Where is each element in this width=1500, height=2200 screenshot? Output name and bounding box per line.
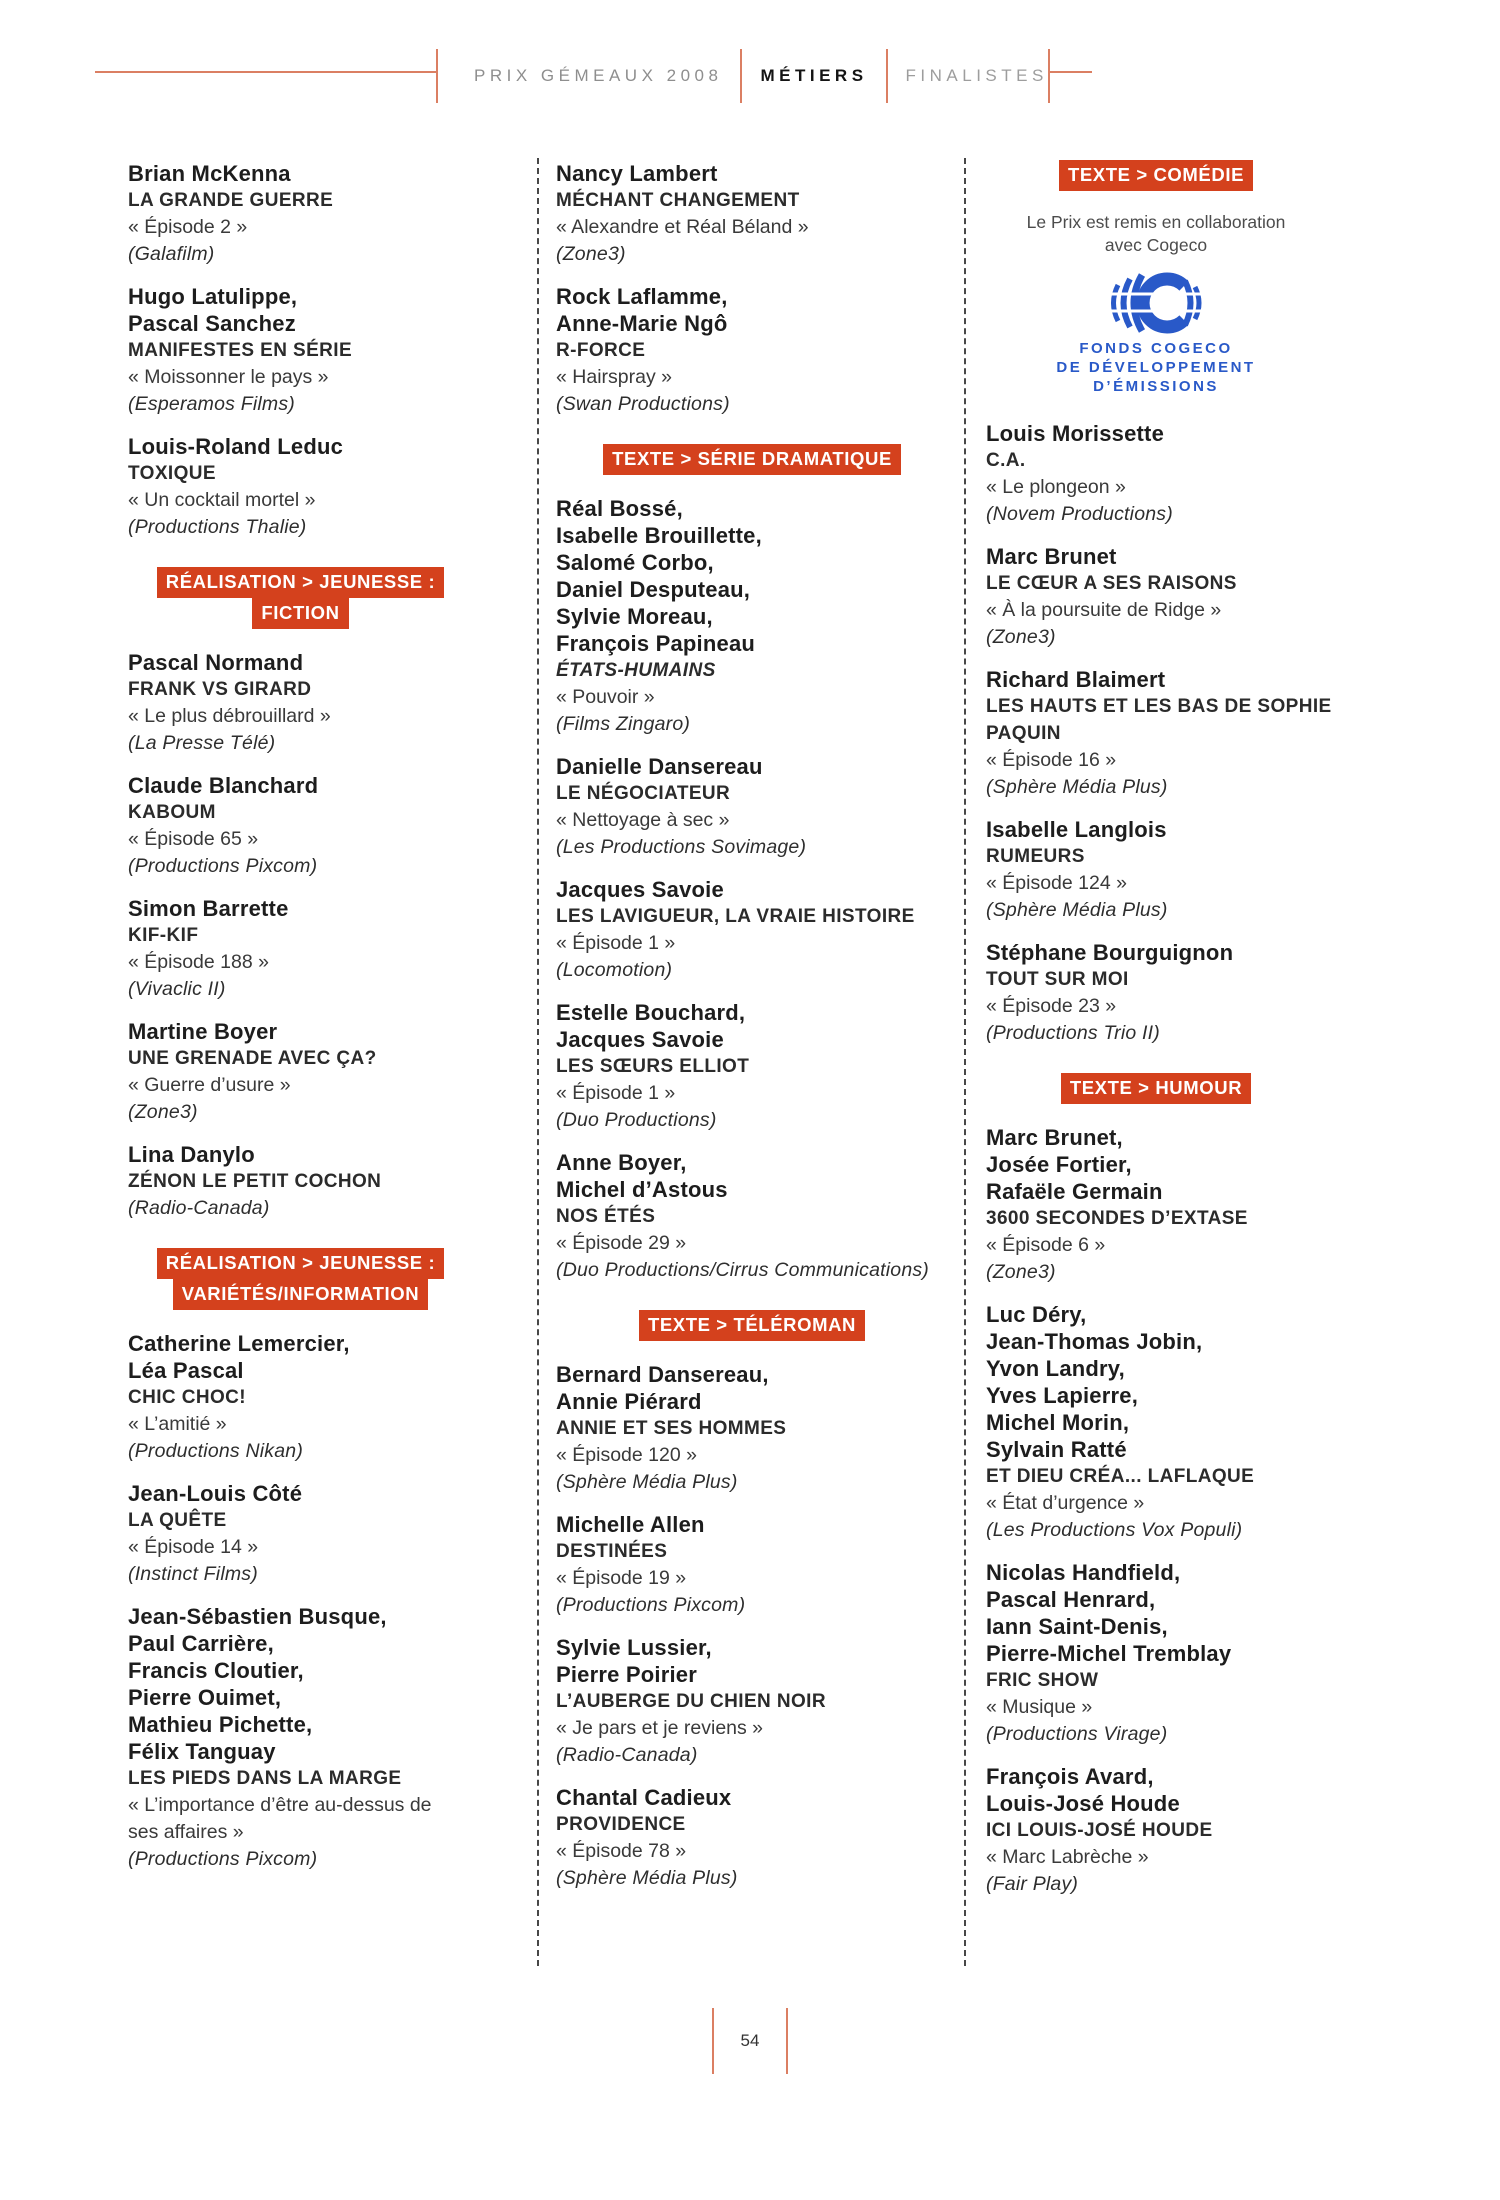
nominee-name: Léa Pascal (128, 1358, 244, 1383)
episode-label: « Le plus débrouillard » (128, 705, 331, 727)
column-1 (128, 160, 460, 1888)
nominee-name: Nancy Lambert (556, 161, 718, 186)
footer-tick (712, 2008, 714, 2074)
nominee-name: François Papineau (556, 631, 756, 656)
nominee-name: Pierre-Michel Tremblay (986, 1641, 1232, 1666)
program-title: RUMEURS (986, 846, 1085, 867)
producer-label: (Productions Trio II) (986, 1022, 1160, 1044)
page-header (456, 49, 1066, 103)
episode-label: « Le plongeon » (986, 476, 1126, 498)
badge-row (986, 1073, 1326, 1104)
nominee-name: Brian McKenna (128, 161, 291, 186)
program-title: LES LAVIGUEUR, LA VRAIE HISTOIRE (556, 906, 915, 927)
category-badge-label: RÉALISATION > JEUNESSE : (157, 567, 445, 598)
nominee-name: François Avard, (986, 1764, 1154, 1789)
episode-label: « Épisode 78 » (556, 1840, 687, 1862)
program-title: DESTINÉES (556, 1541, 668, 1562)
program-title: LES PIEDS DANS LA MARGE (128, 1768, 402, 1789)
episode-label: « Guerre d’usure » (128, 1074, 291, 1096)
producer-label: (Sphère Média Plus) (556, 1471, 738, 1493)
producer-label: (Productions Pixcom) (128, 1848, 318, 1870)
nominee-name: Luc Déry, (986, 1302, 1087, 1327)
producer-label: (Zone3) (128, 1101, 198, 1123)
episode-label: « Épisode 23 » (986, 995, 1117, 1017)
nominee-name: Estelle Bouchard, (556, 1000, 746, 1025)
nominee-name: Marc Brunet (986, 544, 1117, 569)
program-title: FRANK VS GIRARD (128, 679, 312, 700)
program-title: 3600 SECONDES D’EXTASE (986, 1208, 1248, 1229)
cogeco-logo-text: DE DÉVELOPPEMENT (1056, 359, 1256, 376)
episode-label: « Épisode 188 » (128, 951, 269, 973)
episode-label: « L’amitié » (128, 1413, 227, 1435)
producer-label: (Sphère Média Plus) (986, 899, 1168, 921)
producer-label: (Productions Thalie) (128, 516, 307, 538)
episode-label: « Épisode 6 » (986, 1234, 1106, 1256)
producer-label: (Les Productions Sovimage) (556, 836, 807, 858)
program-title: MÉCHANT CHANGEMENT (556, 190, 800, 211)
nominee-name: Louis-José Houde (986, 1791, 1180, 1816)
nominee-name: Chantal Cadieux (556, 1785, 732, 1810)
episode-label: « État d’urgence » (986, 1492, 1145, 1514)
nominee-name: Annie Piérard (556, 1389, 702, 1414)
header-status: FINALISTES (905, 66, 1048, 85)
nominee-name: Francis Cloutier, (128, 1658, 304, 1683)
producer-label: (Productions Nikan) (128, 1440, 304, 1462)
nominee-name: Isabelle Langlois (986, 817, 1167, 842)
nominee-name: Isabelle Brouillette, (556, 523, 762, 548)
episode-label: « Épisode 1 » (556, 1082, 676, 1104)
program-title: L’AUBERGE DU CHIEN NOIR (556, 1691, 826, 1712)
episode-label: « Un cocktail mortel » (128, 489, 316, 511)
program-title: UNE GRENADE AVEC ÇA? (128, 1048, 377, 1069)
column-3 (986, 160, 1348, 1913)
badge-row (556, 1310, 948, 1341)
program-title: LE NÉGOCIATEUR (556, 783, 731, 804)
category-badge (986, 1073, 1326, 1104)
producer-label: (Sphère Média Plus) (986, 776, 1168, 798)
producer-label: (Productions Pixcom) (556, 1594, 746, 1616)
nominee-name: Sylvain Ratté (986, 1437, 1127, 1462)
producer-label: (Duo Productions) (556, 1109, 717, 1131)
episode-label: « Épisode 124 » (986, 872, 1127, 894)
nominee-name: Louis-Roland Leduc (128, 434, 344, 459)
episode-label: « Je pars et je reviens » (556, 1717, 764, 1739)
nominee-entry (986, 420, 1348, 528)
program-title: NOS ÉTÉS (556, 1206, 656, 1227)
nominee-name: Claude Blanchard (128, 773, 319, 798)
category-badge (556, 444, 948, 475)
category-badge-label: RÉALISATION > JEUNESSE : (157, 1248, 445, 1279)
badge-row (128, 567, 473, 598)
episode-label: « Épisode 14 » (128, 1536, 259, 1558)
nominee-entry (986, 816, 1348, 924)
program-title: KIF-KIF (128, 925, 199, 946)
category-badge (128, 1248, 473, 1310)
nominee-name: Michel Morin, (986, 1410, 1130, 1435)
episode-label: « Épisode 1 » (556, 932, 676, 954)
program-title: LA GRANDE GUERRE (128, 190, 334, 211)
nominee-name: Jacques Savoie (556, 1027, 724, 1052)
episode-label: « L’importance d’être au-dessus de ses affaires » (128, 1794, 432, 1843)
nominee-name: Pascal Henrard, (986, 1587, 1156, 1612)
cogeco-logo (986, 271, 1326, 396)
nominee-name: Pascal Sanchez (128, 311, 296, 336)
nominee-name: Jacques Savoie (556, 877, 724, 902)
column-2 (556, 160, 948, 1907)
category-badge-label: TEXTE > HUMOUR (1061, 1073, 1251, 1104)
column-divider-right (964, 158, 966, 1966)
nominee-name: Yvon Landry, (986, 1356, 1125, 1381)
program-title: KABOUM (128, 802, 216, 823)
nominee-entry (556, 1634, 948, 1769)
nominee-name: Sylvie Moreau, (556, 604, 713, 629)
producer-label: (Zone3) (556, 243, 626, 265)
program-title: CHIC CHOC! (128, 1387, 246, 1408)
header-rule (95, 71, 436, 73)
producer-label: (Instinct Films) (128, 1563, 258, 1585)
nominee-entry (986, 543, 1348, 651)
producer-label: (Esperamos Films) (128, 393, 295, 415)
header-corner-tick (1048, 49, 1050, 103)
header-corner-rule (1050, 71, 1092, 73)
badge-row (128, 598, 473, 629)
nominee-entry (556, 1361, 948, 1496)
nominee-name: Nicolas Handfield, (986, 1560, 1181, 1585)
nominee-name: Hugo Latulippe, (128, 284, 298, 309)
producer-label: (La Presse Télé) (128, 732, 276, 754)
program-title: LES HAUTS ET LES BAS DE SOPHIE PAQUIN (986, 696, 1332, 744)
nominee-name: Pierre Ouimet, (128, 1685, 282, 1710)
episode-label: « Épisode 29 » (556, 1232, 687, 1254)
nominee-entry (986, 1763, 1348, 1898)
producer-label: (Radio-Canada) (556, 1744, 698, 1766)
nominee-entry (128, 1480, 460, 1588)
episode-label: « Épisode 120 » (556, 1444, 697, 1466)
category-badge (556, 1310, 948, 1341)
nominee-entry (556, 876, 948, 984)
page-footer (712, 2008, 788, 2074)
episode-label: « Moissonner le pays » (128, 366, 329, 388)
nominee-name: Sylvie Lussier, (556, 1635, 712, 1660)
producer-label: (Zone3) (986, 1261, 1056, 1283)
program-title: LE CŒUR A SES RAISONS (986, 573, 1237, 594)
producer-label: (Vivaclic II) (128, 978, 226, 1000)
nominee-name: Jean-Sébastien Busque, (128, 1604, 387, 1629)
nominee-entry (556, 753, 948, 861)
nominee-name: Jean-Louis Côté (128, 1481, 303, 1506)
program-title: PROVIDENCE (556, 1814, 686, 1835)
producer-label: (Films Zingaro) (556, 713, 691, 735)
nominee-name: Louis Morissette (986, 421, 1165, 446)
nominee-entry (556, 1784, 948, 1892)
producer-label: (Swan Productions) (556, 393, 730, 415)
nominee-entry (556, 283, 948, 418)
episode-label: « Épisode 19 » (556, 1567, 687, 1589)
nominee-entry (986, 939, 1348, 1047)
nominee-name: Simon Barrette (128, 896, 289, 921)
nominee-name: Marc Brunet, (986, 1125, 1123, 1150)
nominee-entry (556, 1511, 948, 1619)
nominee-entry (986, 1301, 1348, 1544)
nominee-name: Anne Boyer, (556, 1150, 687, 1175)
nominee-entry (128, 1603, 460, 1873)
cogeco-logo-text: FONDS COGECO (1079, 340, 1233, 357)
nominee-name: Daniel Desputeau, (556, 577, 751, 602)
nominee-name: Salomé Corbo, (556, 550, 714, 575)
sponsor-note-line: Le Prix est remis en collaboration (1026, 212, 1286, 232)
producer-label: (Fair Play) (986, 1873, 1079, 1895)
category-badge (986, 160, 1326, 191)
producer-label: (Duo Productions/Cirrus Communications) (556, 1259, 930, 1281)
nominee-entry (556, 495, 948, 738)
nominee-name: Michel d’Astous (556, 1177, 728, 1202)
nominee-name: Iann Saint-Denis, (986, 1614, 1168, 1639)
nominee-name: Paul Carrière, (128, 1631, 274, 1656)
program-title: MANIFESTES EN SÉRIE (128, 340, 353, 361)
nominee-name: Jean-Thomas Jobin, (986, 1329, 1203, 1354)
nominee-entry (128, 160, 460, 268)
sponsor-block (986, 211, 1326, 396)
program-title: ZÉNON LE PETIT COCHON (128, 1171, 382, 1192)
nominee-entry (128, 895, 460, 1003)
nominee-name: Pierre Poirier (556, 1662, 697, 1687)
category-badge-label: TEXTE > TÉLÉROMAN (639, 1310, 865, 1341)
episode-label: « Marc Labrèche » (986, 1846, 1149, 1868)
category-badge-label: VARIÉTÉS/INFORMATION (173, 1279, 428, 1310)
badge-row (128, 1248, 473, 1279)
producer-label: (Galafilm) (128, 243, 215, 265)
producer-label: (Locomotion) (556, 959, 673, 981)
nominee-entry (556, 999, 948, 1134)
nominee-name: Martine Boyer (128, 1019, 278, 1044)
nominee-entry (986, 1559, 1348, 1748)
producer-label: (Zone3) (986, 626, 1056, 648)
nominee-entry (128, 433, 460, 541)
program-title: ET DIEU CRÉA... LAFLAQUE (986, 1466, 1255, 1487)
nominee-entry (986, 1124, 1348, 1286)
nominee-entry (556, 160, 948, 268)
cogeco-logo-text: D’ÉMISSIONS (1093, 378, 1219, 395)
header-section: MÉTIERS (760, 66, 868, 85)
badge-row (128, 1279, 473, 1310)
producer-label: (Radio-Canada) (128, 1197, 270, 1219)
category-badge-label: FICTION (252, 598, 348, 629)
producer-label: (Les Productions Vox Populi) (986, 1519, 1243, 1541)
episode-label: « Alexandre et Réal Béland » (556, 216, 809, 238)
category-badge (128, 567, 473, 629)
program-title: R-FORCE (556, 340, 646, 361)
episode-label: « Musique » (986, 1696, 1093, 1718)
nominee-entry (986, 666, 1348, 801)
nominee-entry (128, 1018, 460, 1126)
column-divider-left (537, 158, 539, 1966)
nominee-name: Josée Fortier, (986, 1152, 1132, 1177)
nominee-name: Anne-Marie Ngô (556, 311, 728, 336)
nominee-name: Catherine Lemercier, (128, 1331, 350, 1356)
producer-label: (Novem Productions) (986, 503, 1173, 525)
nominee-name: Danielle Dansereau (556, 754, 763, 779)
nominee-name: Richard Blaimert (986, 667, 1166, 692)
episode-label: « Épisode 2 » (128, 216, 248, 238)
program-title: FRIC SHOW (986, 1670, 1099, 1691)
nominee-name: Bernard Dansereau, (556, 1362, 769, 1387)
producer-label: (Productions Pixcom) (128, 855, 318, 877)
footer-tick (786, 2008, 788, 2074)
nominee-name: Mathieu Pichette, (128, 1712, 313, 1737)
program-title: ICI LOUIS-JOSÉ HOUDE (986, 1820, 1213, 1841)
program-title: TOXIQUE (128, 463, 216, 484)
program-title: TOUT SUR MOI (986, 969, 1129, 990)
badge-row (986, 160, 1326, 191)
episode-label: « Épisode 65 » (128, 828, 259, 850)
episode-label: « Épisode 16 » (986, 749, 1117, 771)
nominee-name: Yves Lapierre, (986, 1383, 1139, 1408)
program-title: C.A. (986, 450, 1026, 471)
category-badge-label: TEXTE > SÉRIE DRAMATIQUE (603, 444, 901, 475)
nominee-entry (128, 649, 460, 757)
producer-label: (Sphère Média Plus) (556, 1867, 738, 1889)
category-badge-label: TEXTE > COMÉDIE (1059, 160, 1253, 191)
nominee-name: Lina Danylo (128, 1142, 255, 1167)
program-title: LA QUÊTE (128, 1510, 227, 1531)
nominee-entry (556, 1149, 948, 1284)
nominee-name: Rafaële Germain (986, 1179, 1163, 1204)
nominee-name: Pascal Normand (128, 650, 304, 675)
episode-label: « Hairspray » (556, 366, 672, 388)
producer-label: (Productions Virage) (986, 1723, 1168, 1745)
program-title: ANNIE ET SES HOMMES (556, 1418, 787, 1439)
header-title: PRIX GÉMEAUX 2008 (474, 66, 723, 85)
nominee-name: Réal Bossé, (556, 496, 683, 521)
nominee-name: Félix Tanguay (128, 1739, 276, 1764)
program-title: ÉTATS-HUMAINS (556, 660, 716, 681)
program-title: LES SŒURS ELLIOT (556, 1056, 750, 1077)
episode-label: « Pouvoir » (556, 686, 655, 708)
badge-row (556, 444, 948, 475)
sponsor-note-line: avec Cogeco (1104, 235, 1208, 255)
page-number: 54 (740, 2031, 760, 2050)
nominee-name: Stéphane Bourguignon (986, 940, 1234, 965)
header-tick (436, 49, 438, 103)
episode-label: « À la poursuite de Ridge » (986, 599, 1222, 621)
nominee-name: Michelle Allen (556, 1512, 705, 1537)
nominee-entry (128, 772, 460, 880)
nominee-name: Rock Laflamme, (556, 284, 728, 309)
nominee-entry (128, 1141, 460, 1222)
nominee-entry (128, 1330, 460, 1465)
episode-label: « Nettoyage à sec » (556, 809, 730, 831)
nominee-entry (128, 283, 460, 418)
